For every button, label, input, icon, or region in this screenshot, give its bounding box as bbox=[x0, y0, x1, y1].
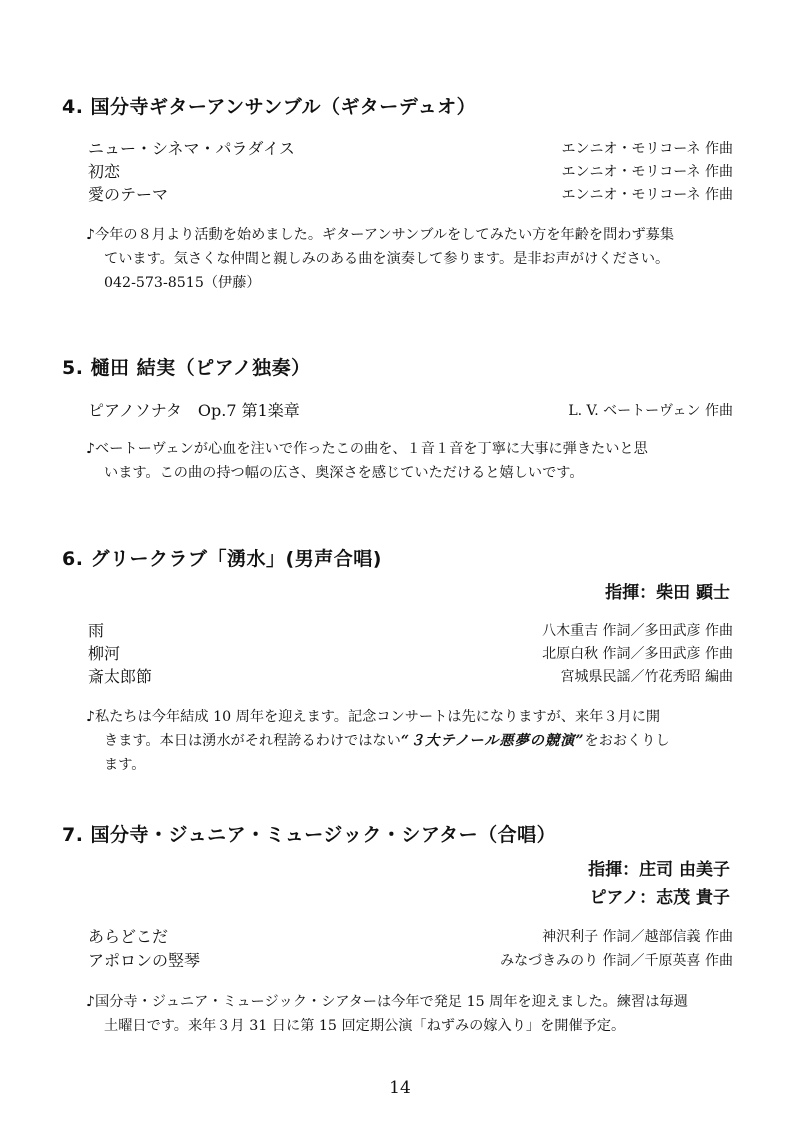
piece-title: 斎太郎節 bbox=[88, 667, 153, 686]
program-item bbox=[88, 618, 733, 640]
program-item bbox=[88, 136, 733, 158]
section-heading: 4. 国分寺ギターアンサンブル（ギターデュオ） bbox=[62, 96, 477, 118]
piece-title: ニュー・シネマ・パラダイス bbox=[88, 139, 295, 158]
piece-credit: エンニオ・モリコーネ 作曲 bbox=[561, 187, 733, 203]
note-line: ます。 bbox=[104, 757, 146, 773]
conductor-credit: 指揮：庄司 由美子 bbox=[588, 860, 730, 880]
piece-title: アポロンの竪琴 bbox=[88, 951, 201, 970]
piece-credit: エンニオ・モリコーネ 作曲 bbox=[561, 164, 733, 180]
piece-title: ピアノソナタ Op.7 第1楽章 bbox=[88, 401, 300, 420]
piece-title: 初恋 bbox=[88, 162, 121, 181]
note-line: 土曜日です。来年３月 31 日に第 15 回定期公演「ねずみの嫁入り」を開催予定。 bbox=[104, 1018, 626, 1034]
piece-credit: 宮城県民謡／竹花秀昭 編曲 bbox=[560, 669, 733, 685]
note-line bbox=[86, 729, 736, 753]
pianist-credit: ピアノ：志茂 貴子 bbox=[589, 888, 730, 908]
section-heading: 6. グリークラブ「湧水」(男声合唱) bbox=[62, 548, 382, 570]
program-item bbox=[88, 182, 733, 204]
note-line: ♪ベートーヴェンが心血を注いで作ったこの曲を、１音１音を丁寧に大事に弾きたいと思 bbox=[86, 441, 648, 457]
program-item bbox=[88, 641, 733, 663]
page-number: 14 bbox=[389, 1078, 411, 1098]
note-line: ♪国分寺・ジュニア・ミュージック・シアターは今年で発足 15 周年を迎えました。練習は毎週 bbox=[86, 994, 688, 1010]
note-line: ♪私たちは今年結成 10 周年を迎えます。記念コンサートは先になりますが、来年３月に開 bbox=[86, 709, 661, 725]
section-heading: 5. 樋田 結実（ピアノ独奏） bbox=[62, 357, 311, 379]
program-item bbox=[88, 398, 733, 420]
section-note bbox=[86, 437, 736, 485]
note-line: ♪今年の８月より活動を始めました。ギターアンサンブルをしてみたい方を年齢を問わず募集 bbox=[86, 227, 675, 243]
program-item bbox=[88, 948, 733, 970]
note-line: います。この曲の持つ幅の広さ、奥深さを感じていただけると嬉しいです。 bbox=[104, 465, 584, 481]
note-text: をおおくりし bbox=[584, 733, 670, 749]
note-line: 042-573-8515（伊藤） bbox=[104, 275, 261, 291]
section-note bbox=[86, 990, 736, 1038]
piece-credit: 北原白秋 作詞／多田武彦 作曲 bbox=[542, 646, 733, 662]
piece-credit: みなづきみのり 作詞／千原英喜 作曲 bbox=[500, 953, 733, 969]
piece-title: 雨 bbox=[88, 621, 105, 640]
piece-title: あらどこだ bbox=[88, 927, 169, 946]
piece-title: 愛のテーマ bbox=[88, 185, 169, 204]
piece-credit: エンニオ・モリコーネ 作曲 bbox=[561, 141, 733, 157]
program-item bbox=[88, 664, 733, 686]
piece-credit: L. V. ベートーヴェン 作曲 bbox=[568, 403, 733, 419]
section-heading: 7. 国分寺・ジュニア・ミュージック・シアター（合唱） bbox=[62, 824, 557, 846]
piece-title: 柳河 bbox=[88, 644, 121, 663]
program-item bbox=[88, 924, 733, 946]
piece-credit: 神沢利子 作詞／越部信義 作曲 bbox=[542, 929, 733, 945]
conductor-credit: 指揮：柴田 顕士 bbox=[605, 583, 730, 603]
section-note bbox=[86, 705, 736, 777]
piece-credit: 八木重吉 作詞／多田武彦 作曲 bbox=[542, 623, 733, 639]
note-line: ています。気さくな仲間と親しみのある曲を演奏して参ります。是非お声がけください。 bbox=[104, 251, 670, 267]
program-item bbox=[88, 159, 733, 181]
emphasized-title: “３大テノール悪夢の競演” bbox=[400, 733, 585, 749]
section-note bbox=[86, 223, 736, 295]
note-text: きます。本日は湧水がそれ程誇るわけではない bbox=[104, 733, 401, 749]
